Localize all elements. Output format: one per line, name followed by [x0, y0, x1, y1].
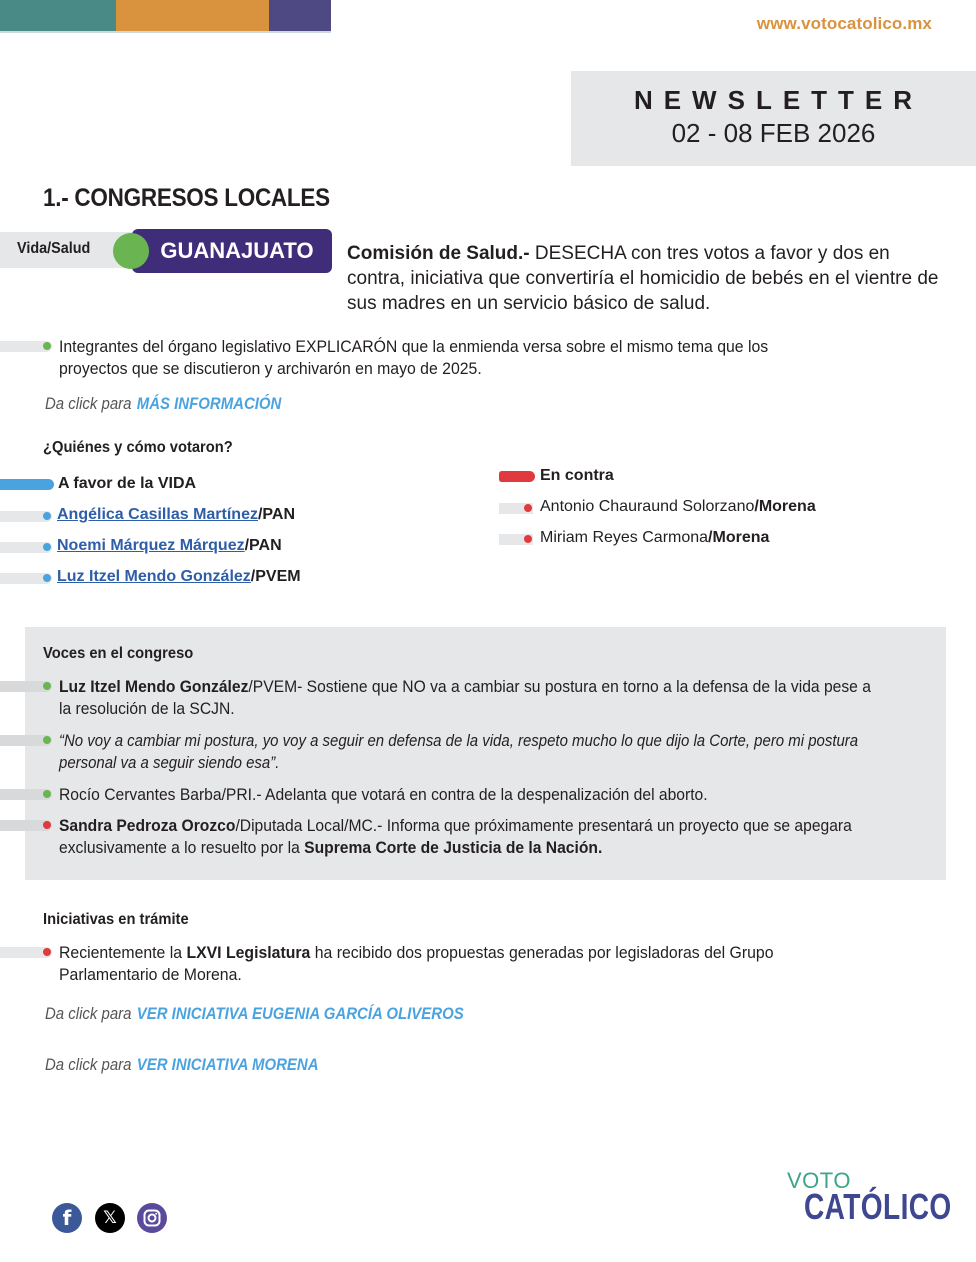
- x-icon[interactable]: [95, 1203, 125, 1233]
- lead-paragraph: [347, 241, 947, 316]
- bullet-dot: [43, 790, 51, 798]
- iniciativa-text: [59, 942, 859, 986]
- iniciativa-pre: Recientemente la: [59, 943, 187, 962]
- lead-bold: Comisión de Salud.-: [347, 243, 530, 264]
- favor-label: A favor de la VIDA: [58, 475, 197, 492]
- section-title: 1.- CONGRESOS LOCALES: [43, 184, 330, 212]
- voz-statement: Rocío Cervantes Barba/PRI.- Adelanta que votará en contra de la despenalización del aborto.: [59, 785, 708, 804]
- click-prefix: Da click para: [45, 394, 132, 413]
- color-segment-orange: [116, 0, 269, 32]
- logo-catolico: CATÓLICO: [804, 1186, 952, 1227]
- iniciativa-post: ha recibido dos propuestas generadas por legisladoras del Grupo Parlamentario de Morena.: [59, 943, 774, 984]
- more-info-link[interactable]: MÁS INFORMACIÓN: [136, 394, 282, 413]
- voz-item: [59, 730, 869, 774]
- facebook-glyph: f: [62, 1206, 72, 1230]
- voter-favor: [57, 568, 301, 586]
- voter-link[interactable]: Angélica Casillas Martínez: [57, 506, 258, 523]
- topic-tag: [0, 229, 332, 273]
- bullet-dot: [43, 821, 51, 829]
- facebook-icon[interactable]: [52, 1203, 82, 1233]
- bullet-dot: [43, 948, 51, 956]
- iniciativas-heading: Iniciativas en trámite: [43, 911, 189, 928]
- newsletter-box: [571, 71, 976, 166]
- voz-item: [59, 815, 887, 859]
- top-bar-underline: [0, 31, 331, 33]
- voter-name: Antonio Chauraund Solorzano: [540, 498, 755, 515]
- x-glyph: 𝕏: [103, 1208, 117, 1228]
- click-prefix: Da click para: [45, 1004, 132, 1023]
- topic-dot: [113, 233, 149, 269]
- click-prefix: Da click para: [45, 1055, 132, 1074]
- voter-party: /PAN: [257, 506, 296, 523]
- voces-heading: Voces en el congreso: [43, 645, 194, 662]
- voz-statement: /PVEM- Sostiene que NO va a cambiar su postura en torno a la defensa de la vida pese a la resolución de la SCJN.: [59, 677, 871, 718]
- contra-bar: [499, 471, 535, 482]
- voz-quote: “No voy a cambiar mi postura, yo voy a seguir en defensa de la vida, respeto mucho lo que dijo la Corte, pero mi postura personal va a seguir siendo esa”.: [59, 731, 859, 772]
- bullet-dot: [43, 682, 51, 690]
- voter-party: /PVEM: [250, 568, 301, 585]
- voter-party: /PAN: [244, 537, 282, 554]
- voter-dot: [43, 574, 51, 582]
- newsletter-title: NEWSLETTER: [633, 85, 924, 115]
- voter-party: /Morena: [754, 498, 816, 515]
- iniciativa-bullet: [59, 942, 859, 986]
- voz-statement: /Diputada Local/MC.- Informa que próximamente presentará un proyecto que se apegara exclusivamente a lo resuelto por la: [59, 816, 852, 857]
- voter-dot: [43, 512, 51, 520]
- voz-speaker: Sandra Pedroza Orozco: [59, 816, 236, 835]
- votes-heading: ¿Quiénes y cómo votaron?: [43, 439, 233, 456]
- color-segment-purple: [269, 0, 331, 32]
- voz-speaker: Luz Itzel Mendo González: [59, 677, 249, 696]
- voter-link[interactable]: Noemi Márquez Márquez: [57, 537, 245, 554]
- top-color-bar: [0, 0, 331, 32]
- topic-label: Vida/Salud: [17, 240, 91, 257]
- voter-favor: [57, 506, 295, 524]
- logo-voto: VOTO: [787, 1168, 851, 1193]
- bullet-dot: [43, 736, 51, 744]
- newsletter-date: 02 - 08 FEB 2026: [671, 118, 876, 148]
- site-url[interactable]: www.votocatolico.mx: [756, 14, 932, 33]
- bullet-dot: [43, 342, 51, 350]
- info-bullet-text: Integrantes del órgano legislativo EXPLICARÓN que la enmienda versa sobre el mismo tema que los proyectos que se discutieron y archivarón en mayo de 2025.: [59, 337, 769, 378]
- iniciativa-eugenia-link[interactable]: VER INICIATIVA EUGENIA GARCÍA OLIVEROS: [136, 1004, 464, 1023]
- voter-dot: [524, 504, 532, 512]
- favor-bar: [0, 479, 54, 490]
- voter-name: Miriam Reyes Carmona: [540, 529, 709, 546]
- voter-contra: [540, 498, 816, 516]
- voz-item: [59, 784, 887, 806]
- voter-contra: [540, 529, 769, 547]
- voter-link[interactable]: Luz Itzel Mendo González: [57, 568, 251, 585]
- iniciativa-morena-link[interactable]: VER INICIATIVA MORENA: [136, 1055, 319, 1074]
- instagram-glyph: [143, 1209, 161, 1227]
- contra-label: En contra: [540, 467, 614, 484]
- color-segment-teal: [0, 0, 116, 32]
- voter-dot: [524, 535, 532, 543]
- voter-party: /Morena: [708, 529, 770, 546]
- state-badge: GUANAJUATO: [132, 229, 332, 273]
- voz-text: [59, 676, 887, 720]
- iniciativa-link-row: [45, 1055, 319, 1075]
- voter-dot: [43, 543, 51, 551]
- voz-item: [59, 676, 887, 720]
- voz-institution: Suprema Corte de Justicia de la Nación.: [304, 838, 603, 857]
- more-info-row: [45, 394, 281, 414]
- lead-text: DESECHA con tres votos a favor y dos en contra, iniciativa que convertiría el homicidio de bebés en el vientre de sus madres en un servicio básico de salud.: [347, 243, 939, 314]
- voter-favor: [57, 537, 282, 555]
- voz-text: [59, 815, 887, 859]
- iniciativa-link-row: [45, 1004, 464, 1024]
- info-bullet: [59, 336, 822, 380]
- instagram-icon[interactable]: [137, 1203, 167, 1233]
- iniciativa-legislatura: LXVI Legislatura: [186, 943, 311, 962]
